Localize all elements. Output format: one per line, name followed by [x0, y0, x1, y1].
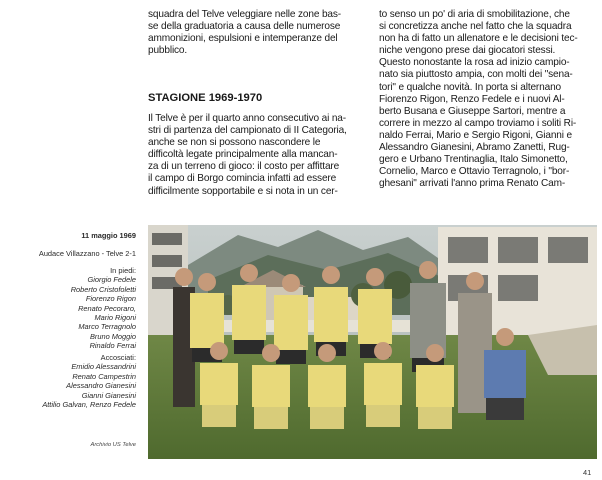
text-line: Alessandro Gianesini, Abramo Zanetti, Rug- [379, 142, 570, 154]
text-line: si concretizza anche nel fatto che la squadra [379, 21, 572, 33]
text-line: il campo di Borgo comincia infatti ad essere [148, 173, 337, 185]
text-line: difficilmente sopportabile e si nota in un cer- [148, 185, 338, 197]
text-line: nato sia piuttosto ampia, con molti dei "sena- [379, 69, 573, 81]
text-line: za di un terreno di gioco: il costo per affittare [148, 161, 340, 173]
text-line: non ha di fatto un allenatore e le decisioni tec- [379, 33, 578, 45]
text-line: tori" e qualche novità. In porta si alternano [379, 81, 562, 93]
text-line: se della graduatoria a causa delle numerose [148, 21, 341, 33]
column1-top-paragraph [148, 9, 341, 57]
text-line: berto Busana e Giuseppe Sartori, mentre a [379, 105, 566, 117]
player-name: Giorgio Fedele [87, 275, 136, 285]
caption-standing-header: In piedi: [110, 266, 136, 275]
text-line: Questo nonostante la rosa ad inizio campio- [379, 57, 570, 69]
caption-crouching-header: Accosciati: [100, 353, 136, 362]
text-line: Cornelio, Marco e Ottavio Terragnolo, i "bor- [379, 166, 570, 178]
text-line: Il Telve è per il quarto anno consecutivo ai na- [148, 113, 346, 124]
caption-standing-players [0, 266, 136, 351]
text-line: anche se non si possono nascondere le [148, 137, 321, 149]
text-line: pubblico. [148, 45, 188, 57]
caption-crouching-players [0, 353, 136, 409]
caption-match: Audace Villazzano - Telve 2-1 [38, 249, 136, 258]
text-line: correre in mezzo al campo troviamo i soliti Ri- [379, 117, 577, 129]
text-line: gero e Urbano Trentinaglia, Italo Simonetto, [379, 154, 568, 166]
player-name: Rinaldo Ferrai [89, 341, 136, 351]
text-line: to senso un po' di aria di smobilitazione, che [379, 9, 570, 20]
player-name: Marco Terragnolo [78, 322, 136, 332]
player-name: Gianni Gianesini [81, 390, 136, 400]
player-name: Attilio Galvan, Renzo Fedele [42, 400, 136, 410]
column2-paragraph [379, 9, 597, 190]
player-name: Mario Rigoni [94, 313, 136, 323]
player-name: Alessandro Gianesini [66, 381, 136, 391]
team-photo-illustration [148, 225, 597, 459]
text-line: ghesani" arrivati l'anno prima Renato Cam- [379, 178, 566, 190]
team-photo [148, 225, 597, 459]
page-number: 41 [583, 468, 592, 477]
player-name: Fiorenzo Rigon [85, 294, 136, 304]
player-name: Roberto Cristofoletti [70, 284, 136, 294]
column1-body-paragraph [148, 113, 370, 198]
text-line: Fiorenzo Rigon, Renzo Fedele e i nuovi Al- [379, 93, 565, 105]
photo-credit: Archivio US Telve [90, 442, 136, 448]
player-name: Emidio Alessandrini [71, 362, 136, 372]
text-line: naldo Ferrai, Mario e Sergio Rigoni, Gianni e [379, 129, 572, 141]
player-name: Bruno Moggio [89, 331, 136, 341]
player-name: Renato Campestrin [72, 371, 136, 381]
player-name: Renato Pecoraro, [78, 303, 136, 313]
text-line: squadra del Telve veleggiare nelle zone bas- [148, 9, 341, 20]
text-line: difficoltà legate principalmente alla mancan- [148, 149, 338, 161]
text-line: stri di partenza del campionato di II Categoria, [148, 125, 347, 137]
section-heading: STAGIONE 1969-1970 [148, 92, 263, 104]
text-line: ammonizioni, espulsioni e intemperanze del [148, 33, 338, 45]
caption-date: 11 maggio 1969 [81, 231, 136, 240]
text-line: niche vengono prese dai giocatori stessi. [379, 45, 556, 57]
